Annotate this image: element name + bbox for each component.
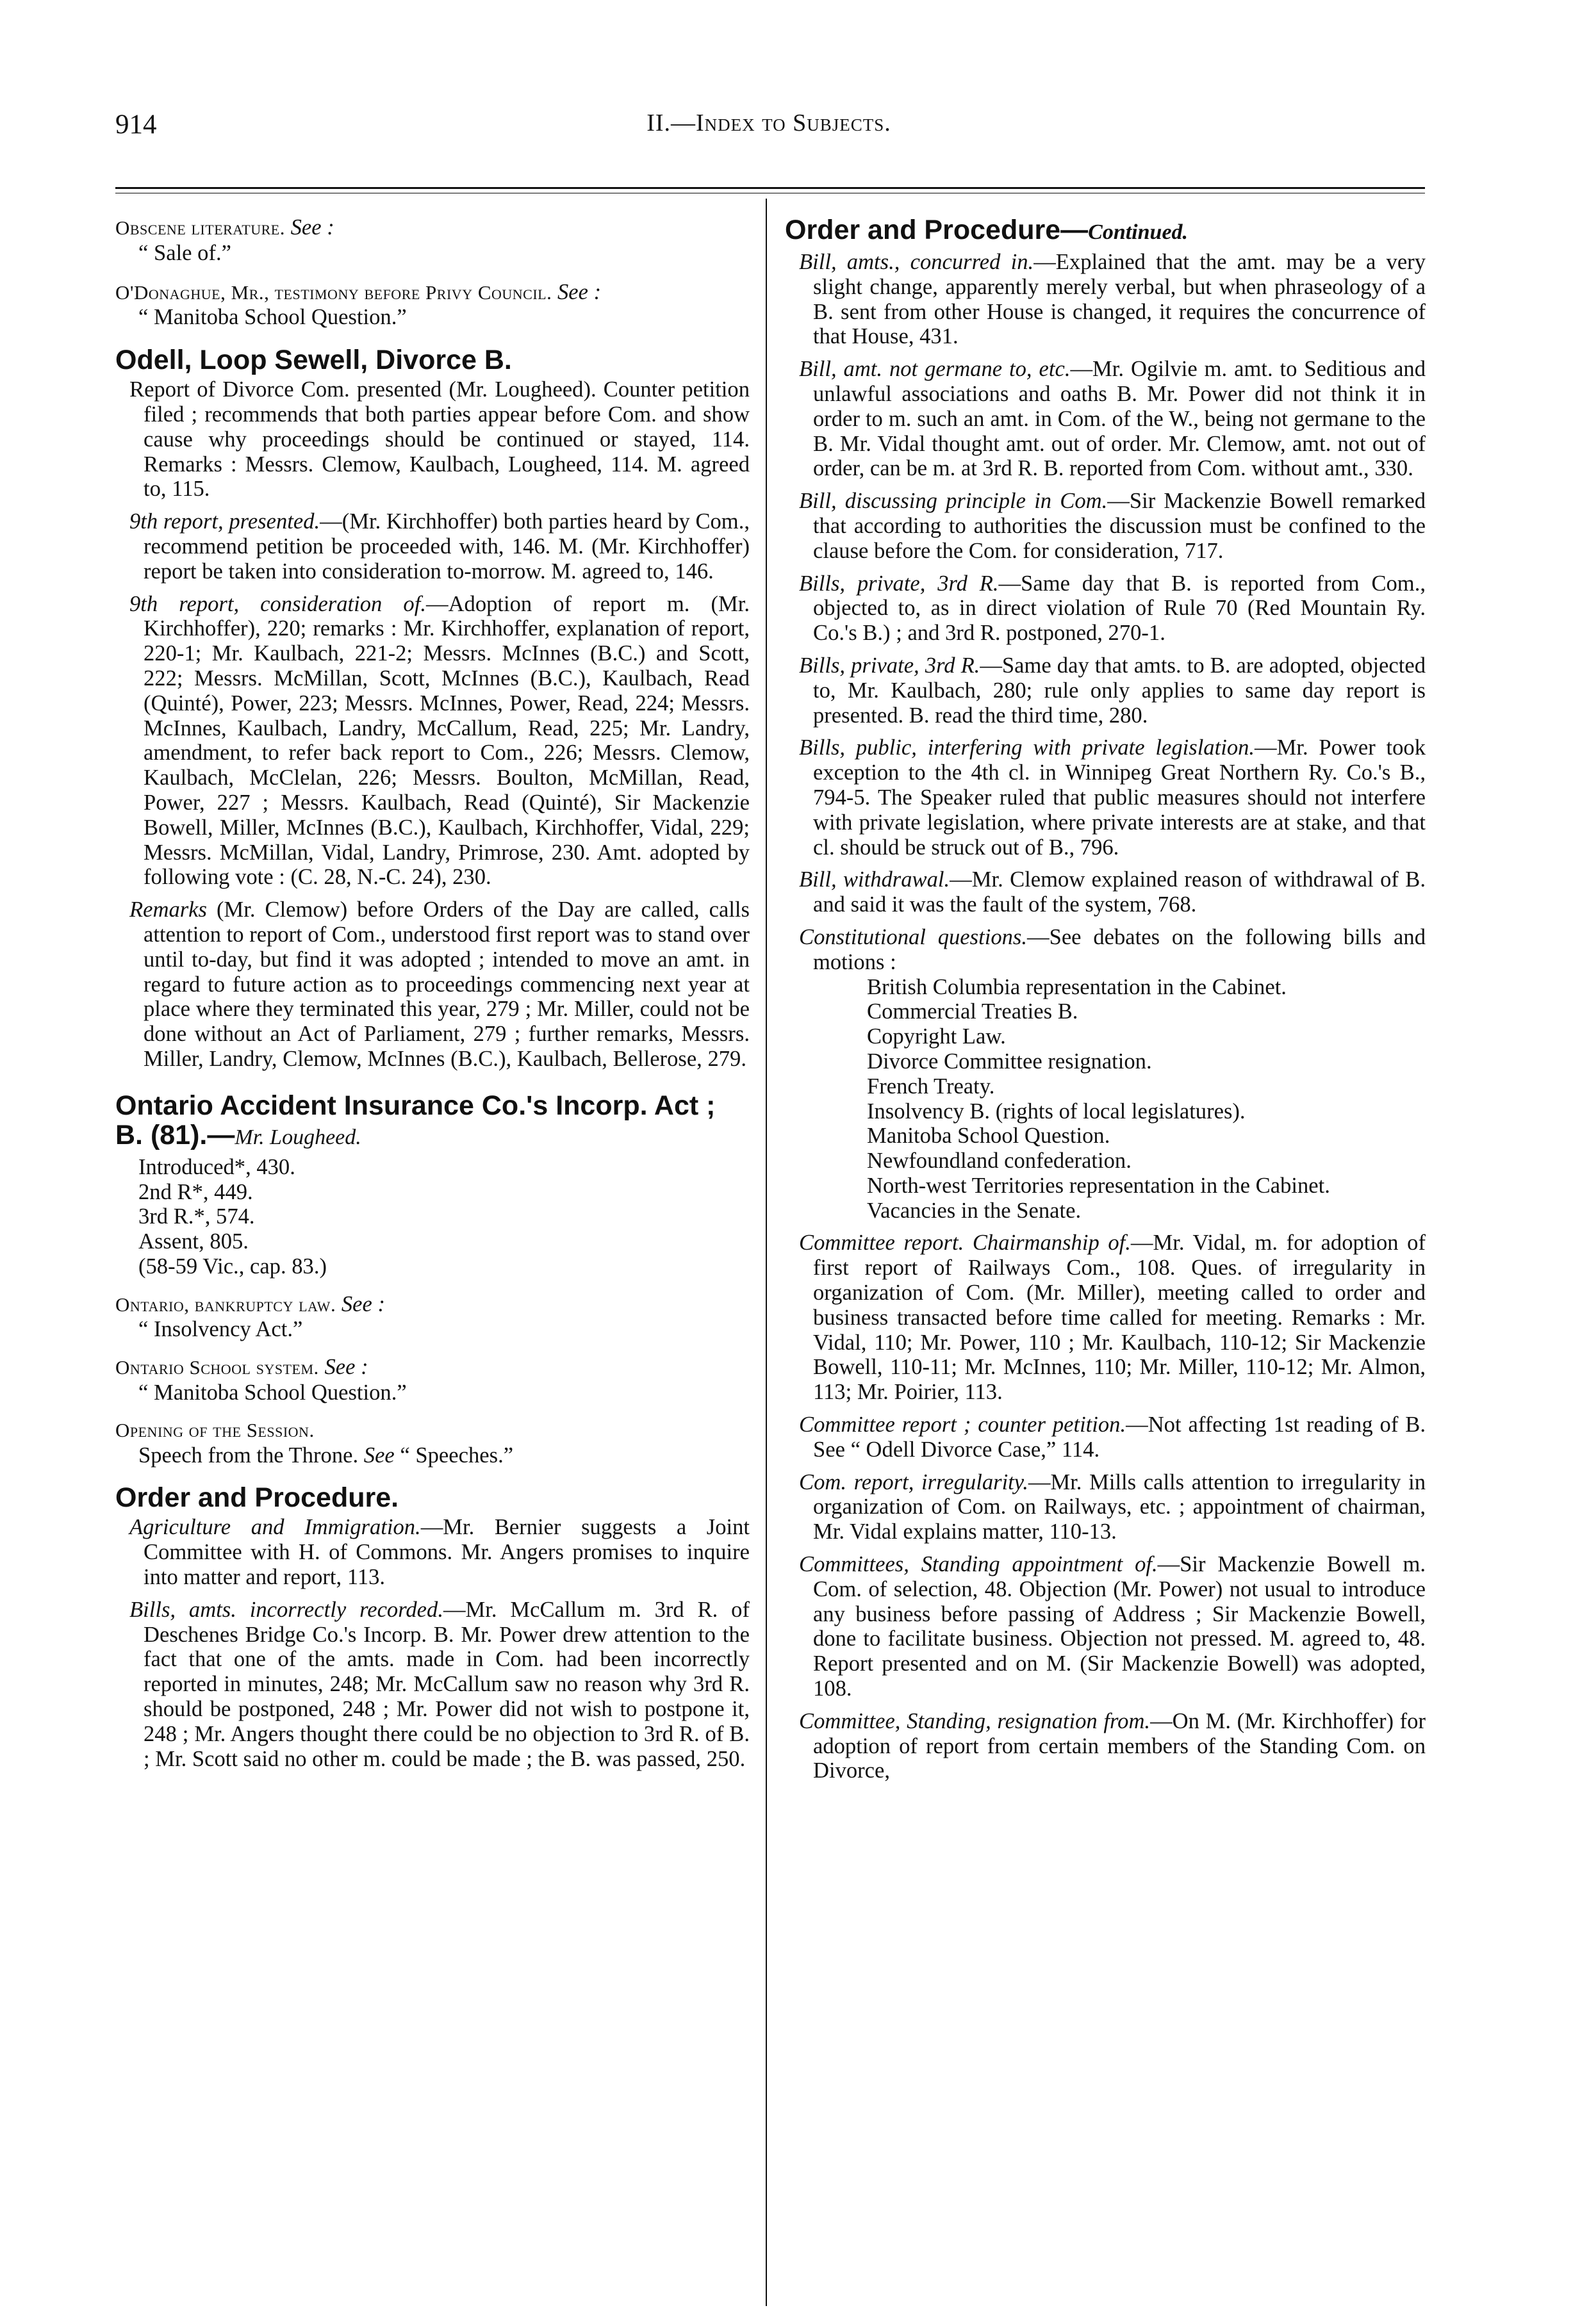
- entry-heading: Opening of the Session.: [115, 1418, 315, 1441]
- subentry-text: —Mr. Vidal, m. for adoption of first report of Railways Com., 108. Ques. of irregularity in organization of Com. (Mr. Miller), meeting called to order and business transacted before time called for meeting. Remarks : Mr. Vidal, 110; Mr. Power, 110 ; Mr. Kaulbach, 110-12; Sir Mackenzie Bowell, 110-11; Mr. McInnes, 110; Mr. Miller, 110-12; Mr. Almon, 113; Mr. Poirier, 113.: [813, 1231, 1426, 1405]
- list-item: Vacancies in the Senate.: [867, 1198, 1082, 1223]
- order-subentry: [799, 250, 1426, 349]
- subentry-text: —See debates on the following bills and motions :: [813, 924, 1426, 974]
- order-subentry: [799, 1552, 1426, 1701]
- odell-paragraph-3: [129, 591, 750, 890]
- subentry-label: Remarks: [129, 897, 207, 922]
- see-reference: “ Sale of.”: [138, 240, 231, 265]
- running-title: II.—Index to Subjects.: [646, 110, 891, 136]
- order-subentry: [799, 1708, 1426, 1783]
- list-item: Newfoundland confederation.: [867, 1149, 1132, 1174]
- opening-text: [138, 1443, 750, 1468]
- list-item: British Columbia representation in the Cabinet.: [867, 974, 1287, 999]
- see-reference: “ Speeches.”: [400, 1443, 514, 1468]
- subentry-label: 9th report, consideration of.: [129, 591, 426, 616]
- subentry-text: —Sir Mackenzie Bowell remarked that according to authorities the discussion must be confined to the clause before the Com. for consideration, 717.: [813, 489, 1426, 563]
- subentry-text: —Mr. Mills calls attention to irregularity in organization of Com. on Railways, etc. ; appointment of chairman, Mr. Vidal explains matter, 110-13.: [813, 1469, 1426, 1544]
- see-label: See :: [557, 279, 602, 304]
- left-column: [115, 215, 750, 1779]
- subentry-label: Bills, amts. incorrectly recorded.: [129, 1597, 443, 1622]
- continued-label: Continued.: [1088, 220, 1189, 244]
- list-item: Commercial Treaties B.: [867, 999, 1078, 1024]
- odell-paragraph-4: [129, 897, 750, 1072]
- page-header: [115, 109, 1422, 147]
- subentry-label: Bills, private, 3rd R.: [799, 653, 980, 678]
- subentry-text: —Mr. Bernier suggests a Joint Committee with H. of Commons. Mr. Angers promises to inquire into matter and report, 113.: [144, 1515, 750, 1590]
- order-subentry: [799, 1412, 1426, 1462]
- subentry-text: —Mr. McCallum m. 3rd R. of Deschenes Bridge Co.'s Incorp. B. Mr. Power drew attention to the fact that one of the amts. made in Com. had been incorrectly reported in minutes, 248; Mr. McCallum saw no reason why 3rd R. should be postponed, 248 ; Mr. Power did not wish to postpone it, 248 ; Mr. Angers thought there could be no objection to 3rd R. of B. ; Mr. Scott said no other m. could be made ; the B. was passed, 250.: [144, 1597, 750, 1771]
- order-subentry: [799, 1469, 1426, 1544]
- subentry-text: —On M. (Mr. Kirchhoffer) for adoption of report from certain members of the Standing Com. on Divorce,: [813, 1708, 1426, 1783]
- subentry-label: Committee, Standing, resignation from.: [799, 1708, 1151, 1733]
- section-heading-text: Ontario Accident Insurance Co.'s Incorp. Act ; B. (81).—: [115, 1090, 716, 1150]
- see-label: See: [363, 1443, 395, 1468]
- order-subentry: [799, 489, 1426, 563]
- index-entry-odonaghue: [115, 280, 750, 331]
- see-reference: “ Manitoba School Question.”: [138, 1380, 407, 1405]
- section-heading-odell: Odell, Loop Sewell, Divorce B.: [115, 345, 512, 376]
- section-heading-order: Order and Procedure.: [115, 1482, 399, 1514]
- see-reference: “ Insolvency Act.”: [138, 1317, 303, 1342]
- section-heading-ontario-accident: [115, 1091, 750, 1152]
- see-label: See :: [341, 1291, 386, 1316]
- subentry-label: Agriculture and Immigration.: [129, 1515, 421, 1540]
- ontario-accident-line-2: 2nd R*, 449.: [138, 1179, 253, 1204]
- order-subentry: [799, 653, 1426, 728]
- see-label: See :: [290, 215, 334, 240]
- see-reference: “ Manitoba School Question.”: [138, 305, 407, 330]
- section-heading-sponsor: Mr. Lougheed.: [235, 1125, 361, 1149]
- order-subentry: [799, 571, 1426, 646]
- entry-heading: Obscene literature.: [115, 217, 285, 239]
- ontario-accident-line-5: (58-59 Vic., cap. 83.): [138, 1254, 327, 1279]
- list-item: French Treaty.: [867, 1074, 995, 1099]
- entry-heading: Ontario School system.: [115, 1356, 319, 1379]
- subentry-label: Bill, withdrawal.: [799, 867, 950, 892]
- ontario-accident-line-1: Introduced*, 430.: [138, 1154, 295, 1179]
- subentry-text: —Adoption of report m. (Mr. Kirchhoffer), 220; remarks : Mr. Kirchhoffer, explanation of report, 220-1; Mr. Kaulbach, 221-2; Messrs. McInnes (B.C.) and Scott, 222; Messrs. McMillan, Scott, McInnes (B.C.), Kaulbach, Read (Quinté), Power, 223; Messrs. McInnes, Power, Read, 224; Messrs. McInnes, Kaulbach, Landry, McCallum, Read, 225; Mr. Landry, amendment, to refer back report to Com., 226; Messrs. Clemow, Kaulbach, McClelan, 226; Messrs. Boulton, McMillan, Read, Power, 227 ; Messrs. Kaulbach, Read (Quinté), Sir Mackenzie Bowell, Miller, McInnes (B.C.), Kaulbach, Kirchhoffer, Vidal, 229; Messrs. McMillan, Vidal, Landry, Primrose, 230. Amt. adopted by following vote : (C. 28, N.-C. 24), 230.: [144, 591, 750, 890]
- header-rule: [115, 187, 1425, 189]
- odell-paragraph-1: Report of Divorce Com. presented (Mr. Lougheed). Counter petition filed ; recommends that both parties appear before Com. and show cause why proceedings should be continued or stayed, 114. Remarks : Messrs. Clemow, Kaulbach, Lougheed, 114. M. agreed to, 115.: [129, 377, 750, 502]
- subentry-label: Committees, Standing appointment of.: [799, 1552, 1158, 1577]
- subentry-label: Bill, discussing principle in Com.: [799, 489, 1108, 514]
- order-subentry-constitutional: [799, 924, 1426, 975]
- index-entry-ontario-bankruptcy: [115, 1292, 750, 1343]
- column-divider: [766, 199, 767, 2306]
- ontario-accident-line-4: Assent, 805.: [138, 1229, 249, 1254]
- subentry-label: Constitutional questions.: [799, 924, 1028, 949]
- subentry-label: 9th report, presented.: [129, 509, 320, 534]
- subentry-label: Bills, private, 3rd R.: [799, 571, 999, 596]
- index-entry-obscene: [115, 215, 750, 266]
- subentry-text: —Not affecting 1st reading of B. See “ Odell Divorce Case,” 114.: [813, 1412, 1426, 1462]
- list-item: Manitoba School Question.: [867, 1124, 1110, 1149]
- subentry-text: —(Mr. Kirchhoffer) both parties heard by Com., recommend petition be proceeded with, 146. M. (Mr. Kirchhoffer) report be taken into consideration to-morrow. M. agreed to, 146.: [144, 509, 750, 584]
- subentry-text: —Sir Mackenzie Bowell m. Com. of selection, 48. Objection (Mr. Power) not usual to introduce any business before passing of Address ; Sir Mackenzie Bowell, done to facilitate business. Objection not pressed. M. agreed to, 48. Report presented and on M. (Sir Mackenzie Bowell) was adopted, 108.: [813, 1552, 1426, 1701]
- index-entry-opening: [115, 1418, 750, 1468]
- section-heading-order-continued: [785, 215, 1426, 247]
- order-paragraph-agriculture: [129, 1515, 750, 1590]
- section-heading-text: Order and Procedure—: [785, 215, 1089, 245]
- order-paragraph-bills-amts: [129, 1597, 750, 1772]
- list-item: Insolvency B. (rights of local legislatures).: [867, 1099, 1246, 1124]
- subentry-text: —Mr. Power took exception to the 4th cl. in Winnipeg Great Northern Ry. Co.'s B., 794-5. The Speaker ruled that public measures should not interfere with private legislation, where private interests are at stake, and that cl. should be struck out of B., 796.: [813, 735, 1426, 860]
- subentry-label: Bill, amts., concurred in.: [799, 250, 1034, 274]
- subentry-label: Committee report ; counter petition.: [799, 1412, 1126, 1437]
- subentry-label: Bill, amt. not germane to, etc.: [799, 357, 1071, 382]
- index-entry-ontario-school: [115, 1355, 750, 1405]
- entry-heading: Ontario, bankruptcy law.: [115, 1293, 336, 1316]
- subentry-label: Committee report. Chairmanship of.: [799, 1231, 1131, 1256]
- order-subentry: [799, 735, 1426, 860]
- entry-heading: O'Donaghue, Mr., testimony before Privy Council.: [115, 281, 552, 304]
- list-item: North-west Territories representation in the Cabinet.: [867, 1173, 1330, 1198]
- odell-paragraph-2: [129, 509, 750, 584]
- subentry-text: —Mr. Ogilvie m. amt. to Seditious and unlawful associations and oaths B. Mr. Power did not think it in order to m. such an amt. in Com. of the W., being not germane to the B. Mr. Vidal thought amt. out of order. Mr. Clemow, amt. not out of order, can be m. at 3rd R. B. reported from Com. without amt., 330.: [813, 357, 1426, 481]
- ontario-accident-line-3: 3rd R.*, 574.: [138, 1204, 255, 1229]
- order-subentry: [799, 357, 1426, 481]
- order-subentry: [799, 867, 1426, 917]
- subentry-text: —Same day that amts. to B. are adopted, objected to, Mr. Kaulbach, 280; rule only applies to same day report is presented. B. read the third time, 280.: [813, 653, 1426, 728]
- right-column: [785, 215, 1426, 1791]
- list-item: Divorce Committee resignation.: [867, 1049, 1152, 1074]
- subentry-text: —Explained that the amt. may be a very slight change, apparently merely verbal, but when phraseology of a B. sent from other House is changed, it requires the concurrence of that House, 431.: [813, 250, 1426, 349]
- order-subentry: [799, 1231, 1426, 1405]
- subentry-text: (Mr. Clemow) before Orders of the Day are called, calls attention to report of Com., understood first report was to stand over until to-day, but find it was adopted ; intended to move an amt. in regard to future action as to proceedings commencing next year at place where they terminated this year, 279 ; Mr. Miller, could not be done without an Act of Parliament, 279 ; further remarks, Messrs. Miller, Landry, Clemow, McInnes (B.C.), Kaulbach, Bellerose, 279.: [144, 897, 750, 1071]
- subentry-label: Bills, public, interfering with private legislation.: [799, 735, 1255, 760]
- page-number: 914: [115, 110, 157, 140]
- list-item: Copyright Law.: [867, 1024, 1006, 1049]
- subentry-text: —Same day that B. is reported from Com., objected to, as in direct violation of Rule 70 (Red Mountain Ry. Co.'s B.) ; and 3rd R. postponed, 270-1.: [813, 571, 1426, 646]
- see-label: See :: [324, 1355, 368, 1380]
- subentry-label: Com. report, irregularity.: [799, 1469, 1028, 1494]
- entry-text: Speech from the Throne.: [138, 1443, 359, 1468]
- subentry-text: —Mr. Clemow explained reason of withdrawal of B. and said it was the fault of the system, 768.: [813, 867, 1426, 917]
